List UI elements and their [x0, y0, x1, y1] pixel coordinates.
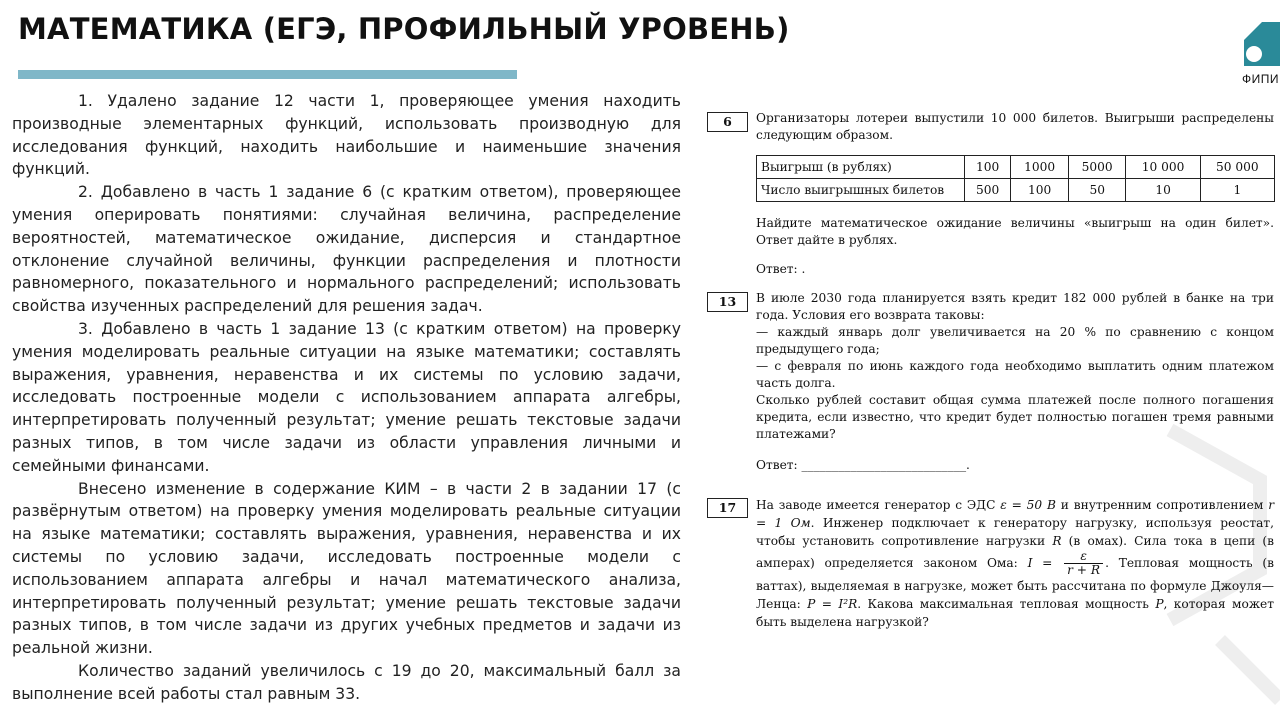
task-6-text: Организаторы лотереи выпустили 10 000 билетов. Выигрыши распределены следующим образом. [756, 111, 1274, 142]
task-13-body [756, 290, 1274, 474]
task-13-answer: Ответ: ___________________________. [756, 458, 970, 472]
table-cell: 100 [1011, 179, 1069, 202]
emf-value: ε = 50 В [1000, 498, 1056, 512]
task-17-text: На заводе имеется генератор с ЭДС [756, 498, 996, 512]
task-6-body [756, 110, 1274, 278]
table-row [757, 179, 1275, 202]
slide-title: МАТЕМАТИКА (ЕГЭ, ПРОФИЛЬНЫЙ УРОВЕНЬ) [18, 12, 790, 46]
task-13-line: — с февраля по июнь каждого года необходимо выплатить одним платежом часть долга. [756, 359, 1274, 390]
changes-text [12, 90, 681, 706]
load-resistance-symbol: R [1052, 534, 1062, 548]
prize-table [756, 155, 1275, 202]
table-cell: 50 000 [1200, 156, 1274, 179]
task-17-text: . Тепловая мощность (в ваттах), выделяемая в нагрузке, может быть рассчитана по формуле Джоуля—Ленца: [756, 556, 1275, 611]
table-row [757, 156, 1275, 179]
task-6-answer: Ответ: . [756, 262, 806, 276]
joule-lenz-formula: P = I²R [807, 597, 858, 611]
table-cell: 500 [965, 179, 1011, 202]
change-paragraph: Количество заданий увеличилось с 19 до 20, максимальный балл за выполнение всей работы стал равным 33. [12, 661, 681, 703]
table-cell: 100 [965, 156, 1011, 179]
ohm-denominator: r + R [1067, 563, 1101, 577]
task-examples [700, 100, 1280, 679]
task-17-text: . Какова максимальная тепловая мощность [857, 597, 1149, 611]
task-13-line: Сколько рублей составит общая сумма платежей после полного погашения кредита, если известно, что кредит будет полностью погашен тремя равными платежами? [756, 393, 1274, 441]
change-paragraph: Внесено изменение в содержание КИМ – в части 2 в задании 17 (с развёрнутым ответом) на проверку умения моделировать реальные ситуации на языке математики; составлять выражения, уравнения, неравенства и их системы по условию задачи, исследовать построенные модели с использованием аппарата алгебры и начал математического анализа, интерпретировать полученный результат; умение решать текстовые задачи разных типов, в том числе задачи из других учебных предметов и задачи из реальной жизни. [12, 479, 681, 658]
task-number-6: 6 [707, 112, 748, 132]
fipi-logo [1232, 18, 1280, 90]
table-cell: 50 [1068, 179, 1126, 202]
task-17-text: , которая может быть выделена нагрузкой? [756, 597, 1274, 629]
task-number-17: 17 [707, 498, 748, 518]
ohm-formula-lhs: I = [1027, 556, 1053, 570]
fipi-logo-icon [1232, 18, 1280, 70]
task-17-body [756, 496, 1274, 631]
task-6-question: Найдите математическое ожидание величины «выигрыш на один билет». Ответ дайте в рублях. [756, 216, 1274, 247]
table-cell: 1000 [1011, 156, 1069, 179]
ohm-formula-fraction [1064, 550, 1103, 577]
table-cell: Число выигрышных билетов [757, 179, 965, 202]
fipi-logo-text: ФИПИ [1242, 72, 1279, 86]
task-17-text: . Инженер подключает к генератору нагрузку, используя реостат, чтобы установить сопротивление нагрузки [756, 516, 1275, 548]
power-symbol: P [1155, 597, 1164, 611]
table-cell: 1 [1200, 179, 1274, 202]
ohm-numerator: ε [1064, 550, 1103, 564]
table-cell: 10 [1126, 179, 1200, 202]
change-paragraph: 1. Удалено задание 12 части 1, проверяющее умения находить производные элементарных функций, использовать производную для исследования функций, находить наибольшие и наименьшие значения функций. [12, 92, 681, 179]
internal-resistance: r = 1 Ом [756, 498, 1275, 530]
task-17-text: и внутренним сопротивлением [1060, 498, 1264, 512]
task-17-text: (в омах). Сила тока в цепи (в амперах) определяется законом Ома: [756, 534, 1274, 570]
table-cell: 5000 [1068, 156, 1126, 179]
task-number-13: 13 [707, 292, 748, 312]
task-13-line: В июле 2030 года планируется взять кредит 182 000 рублей в банке на три года. Условия его возврата таковы: [756, 291, 1274, 322]
title-underline [18, 70, 517, 79]
table-cell: Выигрыш (в рублях) [757, 156, 965, 179]
table-cell: 10 000 [1126, 156, 1200, 179]
change-paragraph: 2. Добавлено в часть 1 задание 6 (с кратким ответом), проверяющее умения оперировать понятиями: случайная величина, распределение вероятностей, математическое ожидание, дисперсия и стандартное отклонение случайной величины, функции распределения и плотности равномерного, показательного и нормального распределений; использовать свойства изученных распределений для решения задач. [12, 183, 681, 316]
change-paragraph: 3. Добавлено в часть 1 задание 13 (с кратким ответом) на проверку умения моделировать реальные ситуации на языке математики; составлять выражения, уравнения, неравенства и их системы по условию задачи, исследовать построенные модели с использованием аппарата алгебры, интерпретировать полученный результат; умение решать текстовые задачи разных типов, в том числе задачи из области управления личными и семейными финансами. [12, 319, 681, 475]
task-13-line: — каждый январь долг увеличивается на 20 % по сравнению с концом предыдущего года; [756, 325, 1274, 356]
